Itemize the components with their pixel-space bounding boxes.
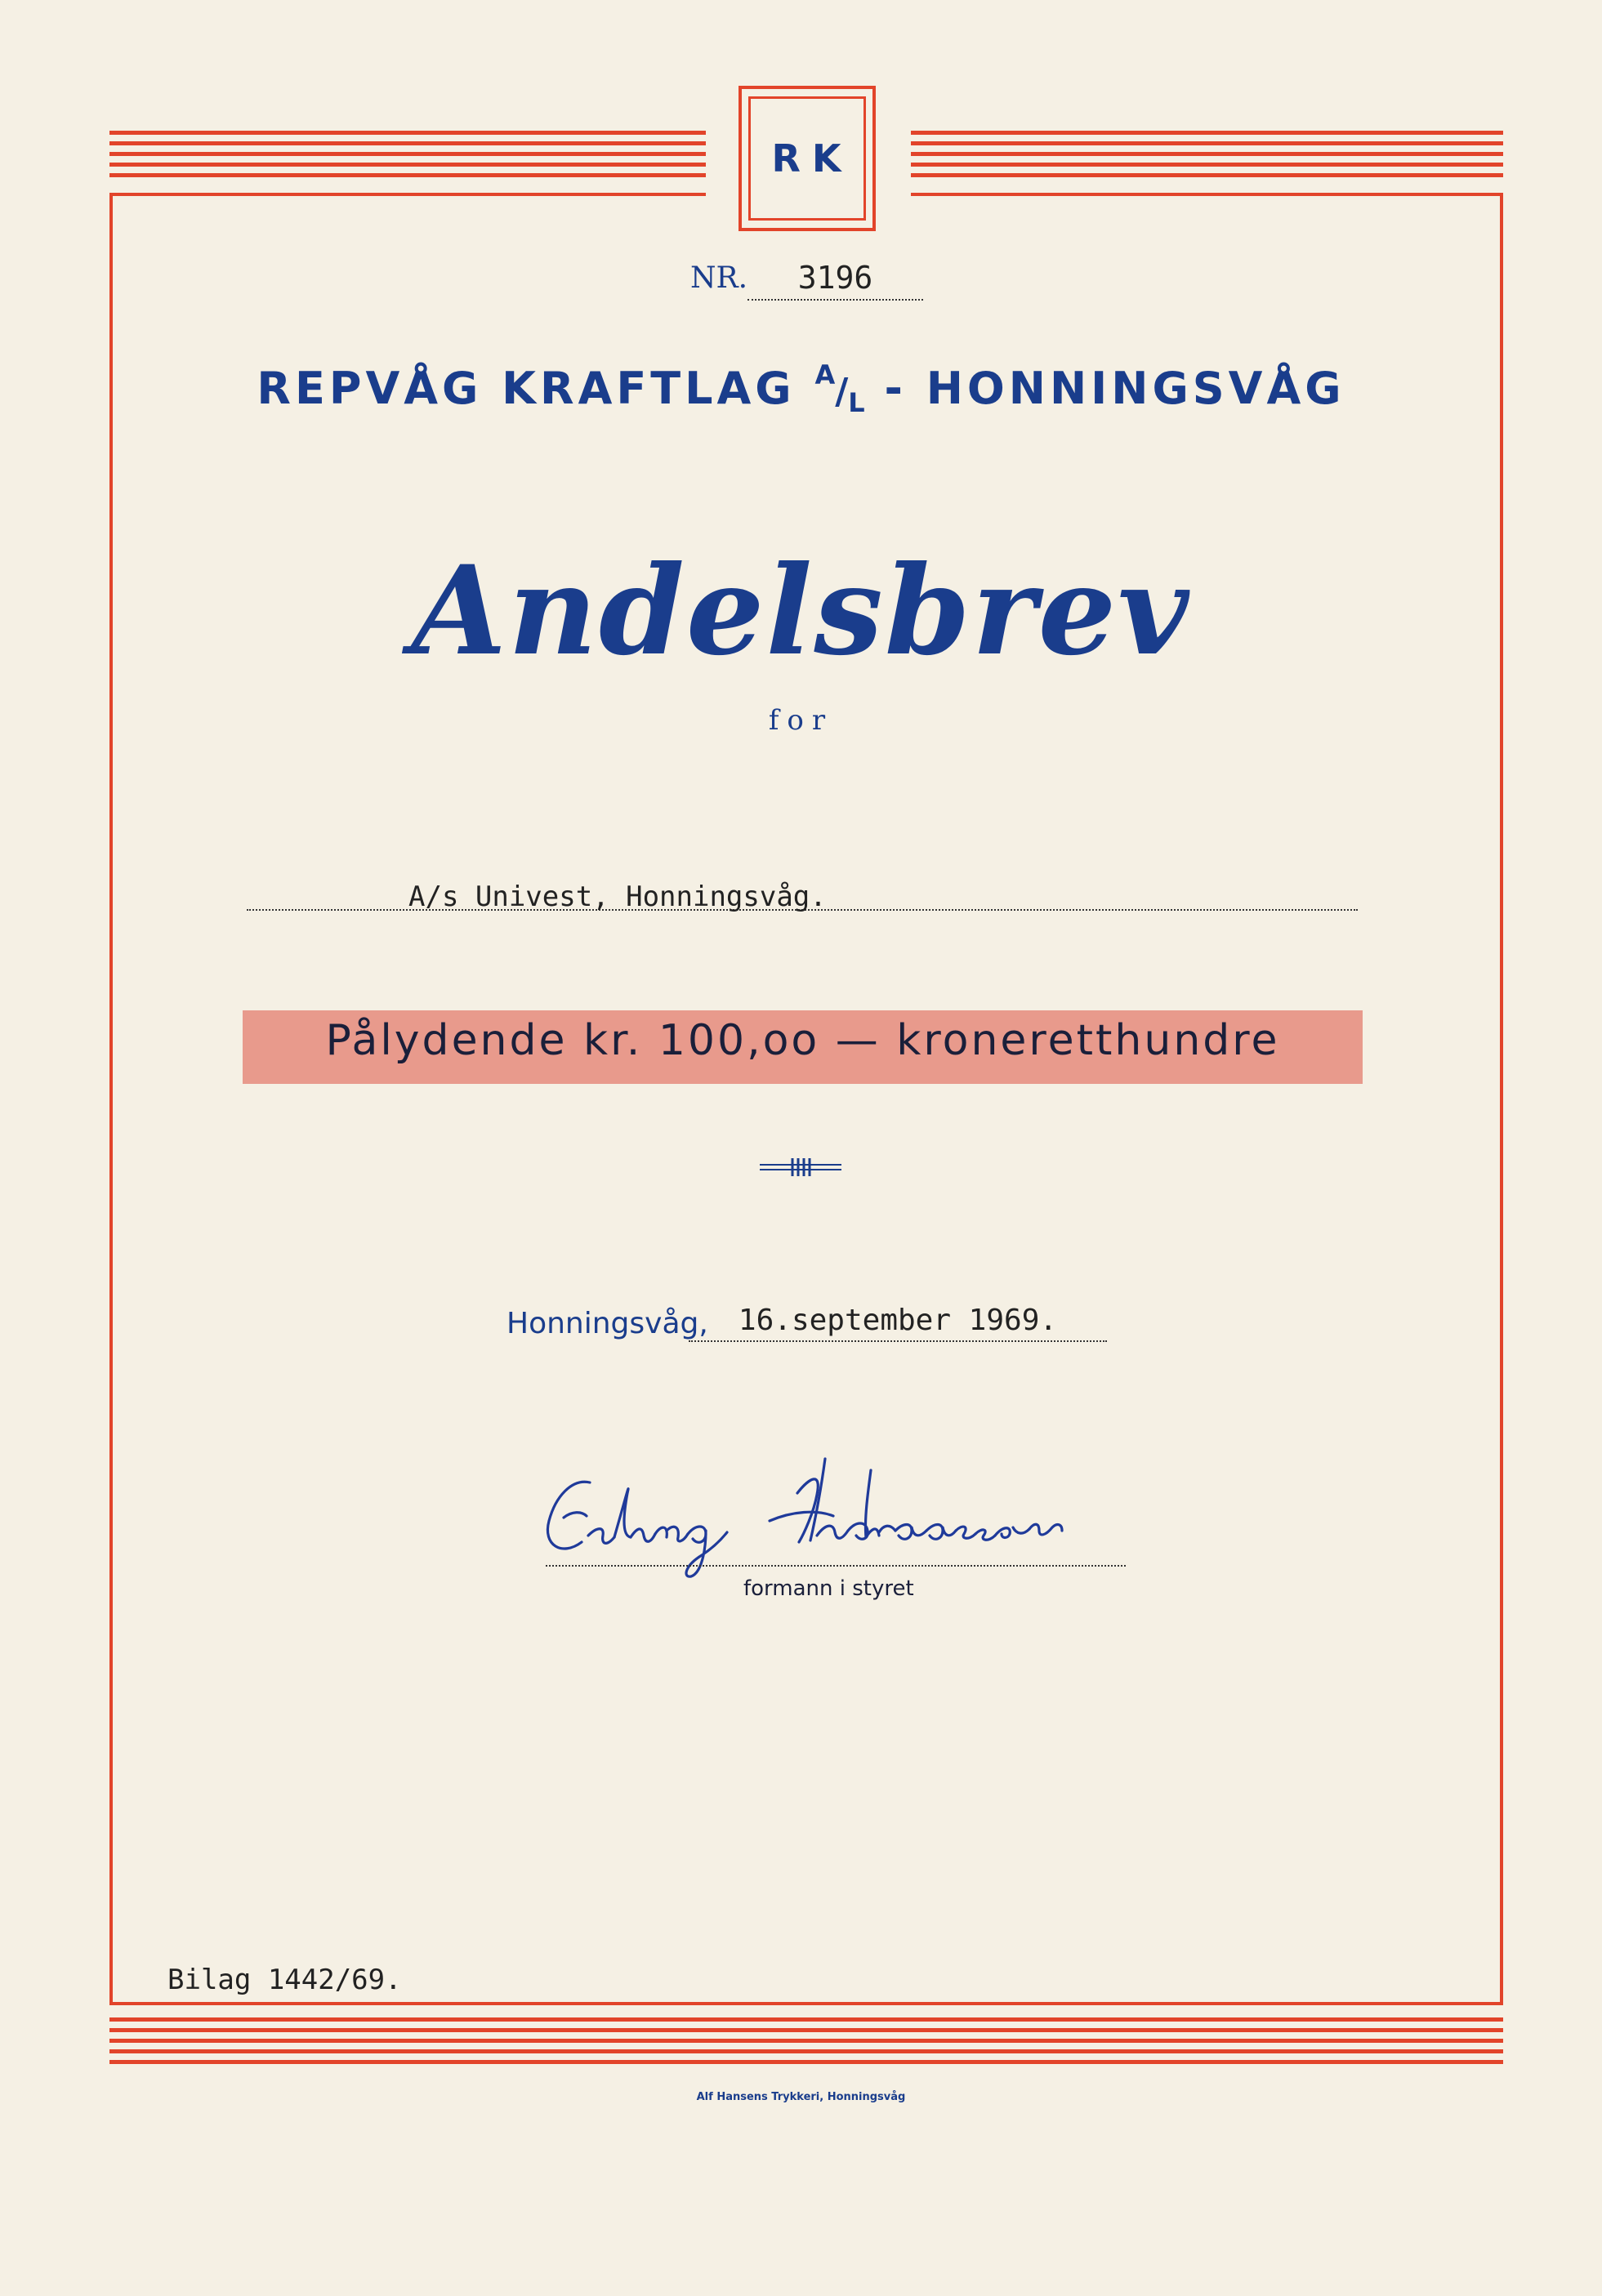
right-border	[1500, 193, 1503, 2002]
company-suffix-bottom: L	[848, 387, 865, 418]
issue-place: Honningsvåg,	[506, 1307, 708, 1340]
logo: RK	[748, 96, 866, 221]
top-right-rule	[911, 193, 1503, 196]
company-suffix-slash: /	[835, 371, 849, 412]
number-label: NR.	[690, 261, 748, 295]
signature-dotted-line	[546, 1565, 1126, 1567]
bottom-band	[109, 2017, 1503, 2068]
top-right-band	[911, 131, 1503, 181]
signature-image	[539, 1446, 1136, 1585]
number-value: 3196	[747, 260, 923, 301]
par-value-text: Pålydende kr. 100,oo — kroneretthundre	[325, 1016, 1280, 1065]
company-location: - HONNINGSVÅG	[884, 363, 1345, 414]
issue-date: 16.september 1969.	[689, 1304, 1107, 1342]
company-title: REPVÅG KRAFTLAG	[257, 363, 796, 414]
top-left-band	[109, 131, 706, 181]
printer-credit: Alf Hansens Trykkeri, Honningsvåg	[696, 2091, 906, 2103]
bilag-reference: Bilag 1442/69.	[167, 1964, 402, 1996]
company-name	[0, 359, 1602, 418]
bottom-rule	[109, 2002, 1503, 2005]
top-left-rule	[109, 193, 706, 196]
document-title: Andelsbrev	[411, 539, 1191, 683]
signatory-role: formann i styret	[743, 1576, 914, 1601]
left-border	[109, 193, 113, 2002]
holder-name: A/s Univest, Honningsvåg.	[408, 881, 827, 913]
divider-ornament	[760, 1155, 841, 1179]
for-label: for	[768, 704, 834, 737]
company-suffix-top: A	[814, 359, 836, 390]
